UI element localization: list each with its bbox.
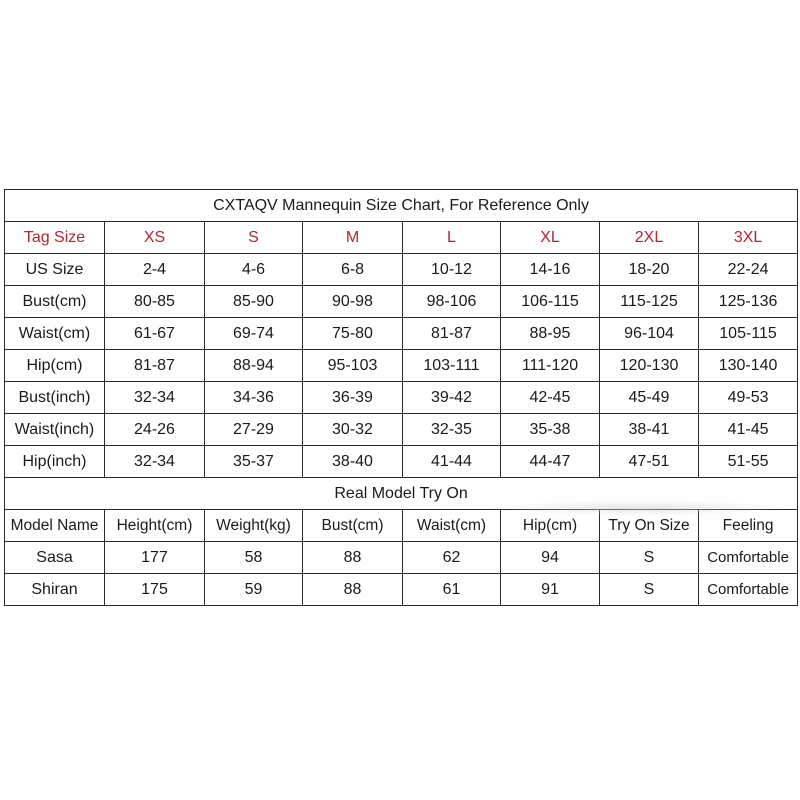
row-label: Waist(cm): [5, 318, 105, 350]
model-section-title: Real Model Try On: [5, 478, 798, 510]
column-header: Model Name: [5, 510, 105, 542]
model-header-row: [5, 510, 798, 542]
table-cell: 41-45: [699, 414, 798, 446]
tag-size-cell: XL: [501, 222, 600, 254]
table-cell: 88: [303, 542, 403, 574]
table-cell: 14-16: [501, 254, 600, 286]
table-cell: 35-38: [501, 414, 600, 446]
row-label: Hip(inch): [5, 446, 105, 478]
table-cell: 175: [105, 574, 205, 606]
column-header: Feeling: [699, 510, 798, 542]
size-chart-title: CXTAQV Mannequin Size Chart, For Reference Only: [5, 190, 798, 222]
table-row: [5, 286, 798, 318]
table-cell: 32-35: [403, 414, 501, 446]
table-cell: Comfortable: [699, 574, 798, 606]
table-row: [5, 414, 798, 446]
row-label: US Size: [5, 254, 105, 286]
table-cell: 59: [205, 574, 303, 606]
table-cell: 88-95: [501, 318, 600, 350]
table-cell: 95-103: [303, 350, 403, 382]
table-cell: 18-20: [600, 254, 699, 286]
column-header: Hip(cm): [501, 510, 600, 542]
table-cell: 27-29: [205, 414, 303, 446]
model-row: [5, 574, 798, 606]
model-name: Sasa: [5, 542, 105, 574]
table-cell: 32-34: [105, 382, 205, 414]
table-cell: 24-26: [105, 414, 205, 446]
column-header: Bust(cm): [303, 510, 403, 542]
table-row: [5, 254, 798, 286]
table-cell: 88-94: [205, 350, 303, 382]
model-section-title-row: [5, 478, 798, 510]
table-cell: 35-37: [205, 446, 303, 478]
table-cell: 10-12: [403, 254, 501, 286]
table-cell: 49-53: [699, 382, 798, 414]
table-cell: 22-24: [699, 254, 798, 286]
table-cell: 62: [403, 542, 501, 574]
tag-size-cell: L: [403, 222, 501, 254]
model-name: Shiran: [5, 574, 105, 606]
table-cell: 51-55: [699, 446, 798, 478]
table-cell: 61-67: [105, 318, 205, 350]
tag-size-cell: 3XL: [699, 222, 798, 254]
table-cell: 61: [403, 574, 501, 606]
table-cell: 6-8: [303, 254, 403, 286]
model-row: [5, 542, 798, 574]
table-cell: 36-39: [303, 382, 403, 414]
tag-size-cell: XS: [105, 222, 205, 254]
column-header: Waist(cm): [403, 510, 501, 542]
table-cell: 4-6: [205, 254, 303, 286]
row-label: Bust(inch): [5, 382, 105, 414]
tag-size-cell: 2XL: [600, 222, 699, 254]
table-cell: 105-115: [699, 318, 798, 350]
table-row: [5, 350, 798, 382]
table-cell: 44-47: [501, 446, 600, 478]
table-cell: 85-90: [205, 286, 303, 318]
table-cell: Comfortable: [699, 542, 798, 574]
table-cell: 177: [105, 542, 205, 574]
table-cell: 120-130: [600, 350, 699, 382]
table-cell: 2-4: [105, 254, 205, 286]
table-cell: S: [600, 574, 699, 606]
table-cell: 111-120: [501, 350, 600, 382]
table-cell: 58: [205, 542, 303, 574]
table-cell: 130-140: [699, 350, 798, 382]
tag-size-cell: M: [303, 222, 403, 254]
table-cell: S: [600, 542, 699, 574]
tag-size-row: [5, 222, 798, 254]
table-cell: 91: [501, 574, 600, 606]
row-label: Bust(cm): [5, 286, 105, 318]
row-label: Waist(inch): [5, 414, 105, 446]
table-cell: 41-44: [403, 446, 501, 478]
table-cell: 94: [501, 542, 600, 574]
table-cell: 34-36: [205, 382, 303, 414]
size-chart-title-row: [5, 190, 798, 222]
column-header: Try On Size: [600, 510, 699, 542]
table-cell: 69-74: [205, 318, 303, 350]
table-cell: 30-32: [303, 414, 403, 446]
row-label: Tag Size: [5, 222, 105, 254]
table-cell: 80-85: [105, 286, 205, 318]
column-header: Height(cm): [105, 510, 205, 542]
table-cell: 106-115: [501, 286, 600, 318]
table-cell: 39-42: [403, 382, 501, 414]
table-cell: 47-51: [600, 446, 699, 478]
table-cell: 32-34: [105, 446, 205, 478]
table-cell: 45-49: [600, 382, 699, 414]
table-cell: 81-87: [105, 350, 205, 382]
table-cell: 90-98: [303, 286, 403, 318]
table-cell: 42-45: [501, 382, 600, 414]
table-cell: 103-111: [403, 350, 501, 382]
table-cell: 98-106: [403, 286, 501, 318]
table-cell: 125-136: [699, 286, 798, 318]
table-cell: 38-40: [303, 446, 403, 478]
size-chart-table: [4, 189, 798, 606]
table-cell: 81-87: [403, 318, 501, 350]
table-cell: 96-104: [600, 318, 699, 350]
row-label: Hip(cm): [5, 350, 105, 382]
table-row: [5, 382, 798, 414]
column-header: Weight(kg): [205, 510, 303, 542]
table-cell: 115-125: [600, 286, 699, 318]
table-cell: 38-41: [600, 414, 699, 446]
tag-size-cell: S: [205, 222, 303, 254]
table-cell: 75-80: [303, 318, 403, 350]
table-row: [5, 446, 798, 478]
table-cell: 88: [303, 574, 403, 606]
table-row: [5, 318, 798, 350]
